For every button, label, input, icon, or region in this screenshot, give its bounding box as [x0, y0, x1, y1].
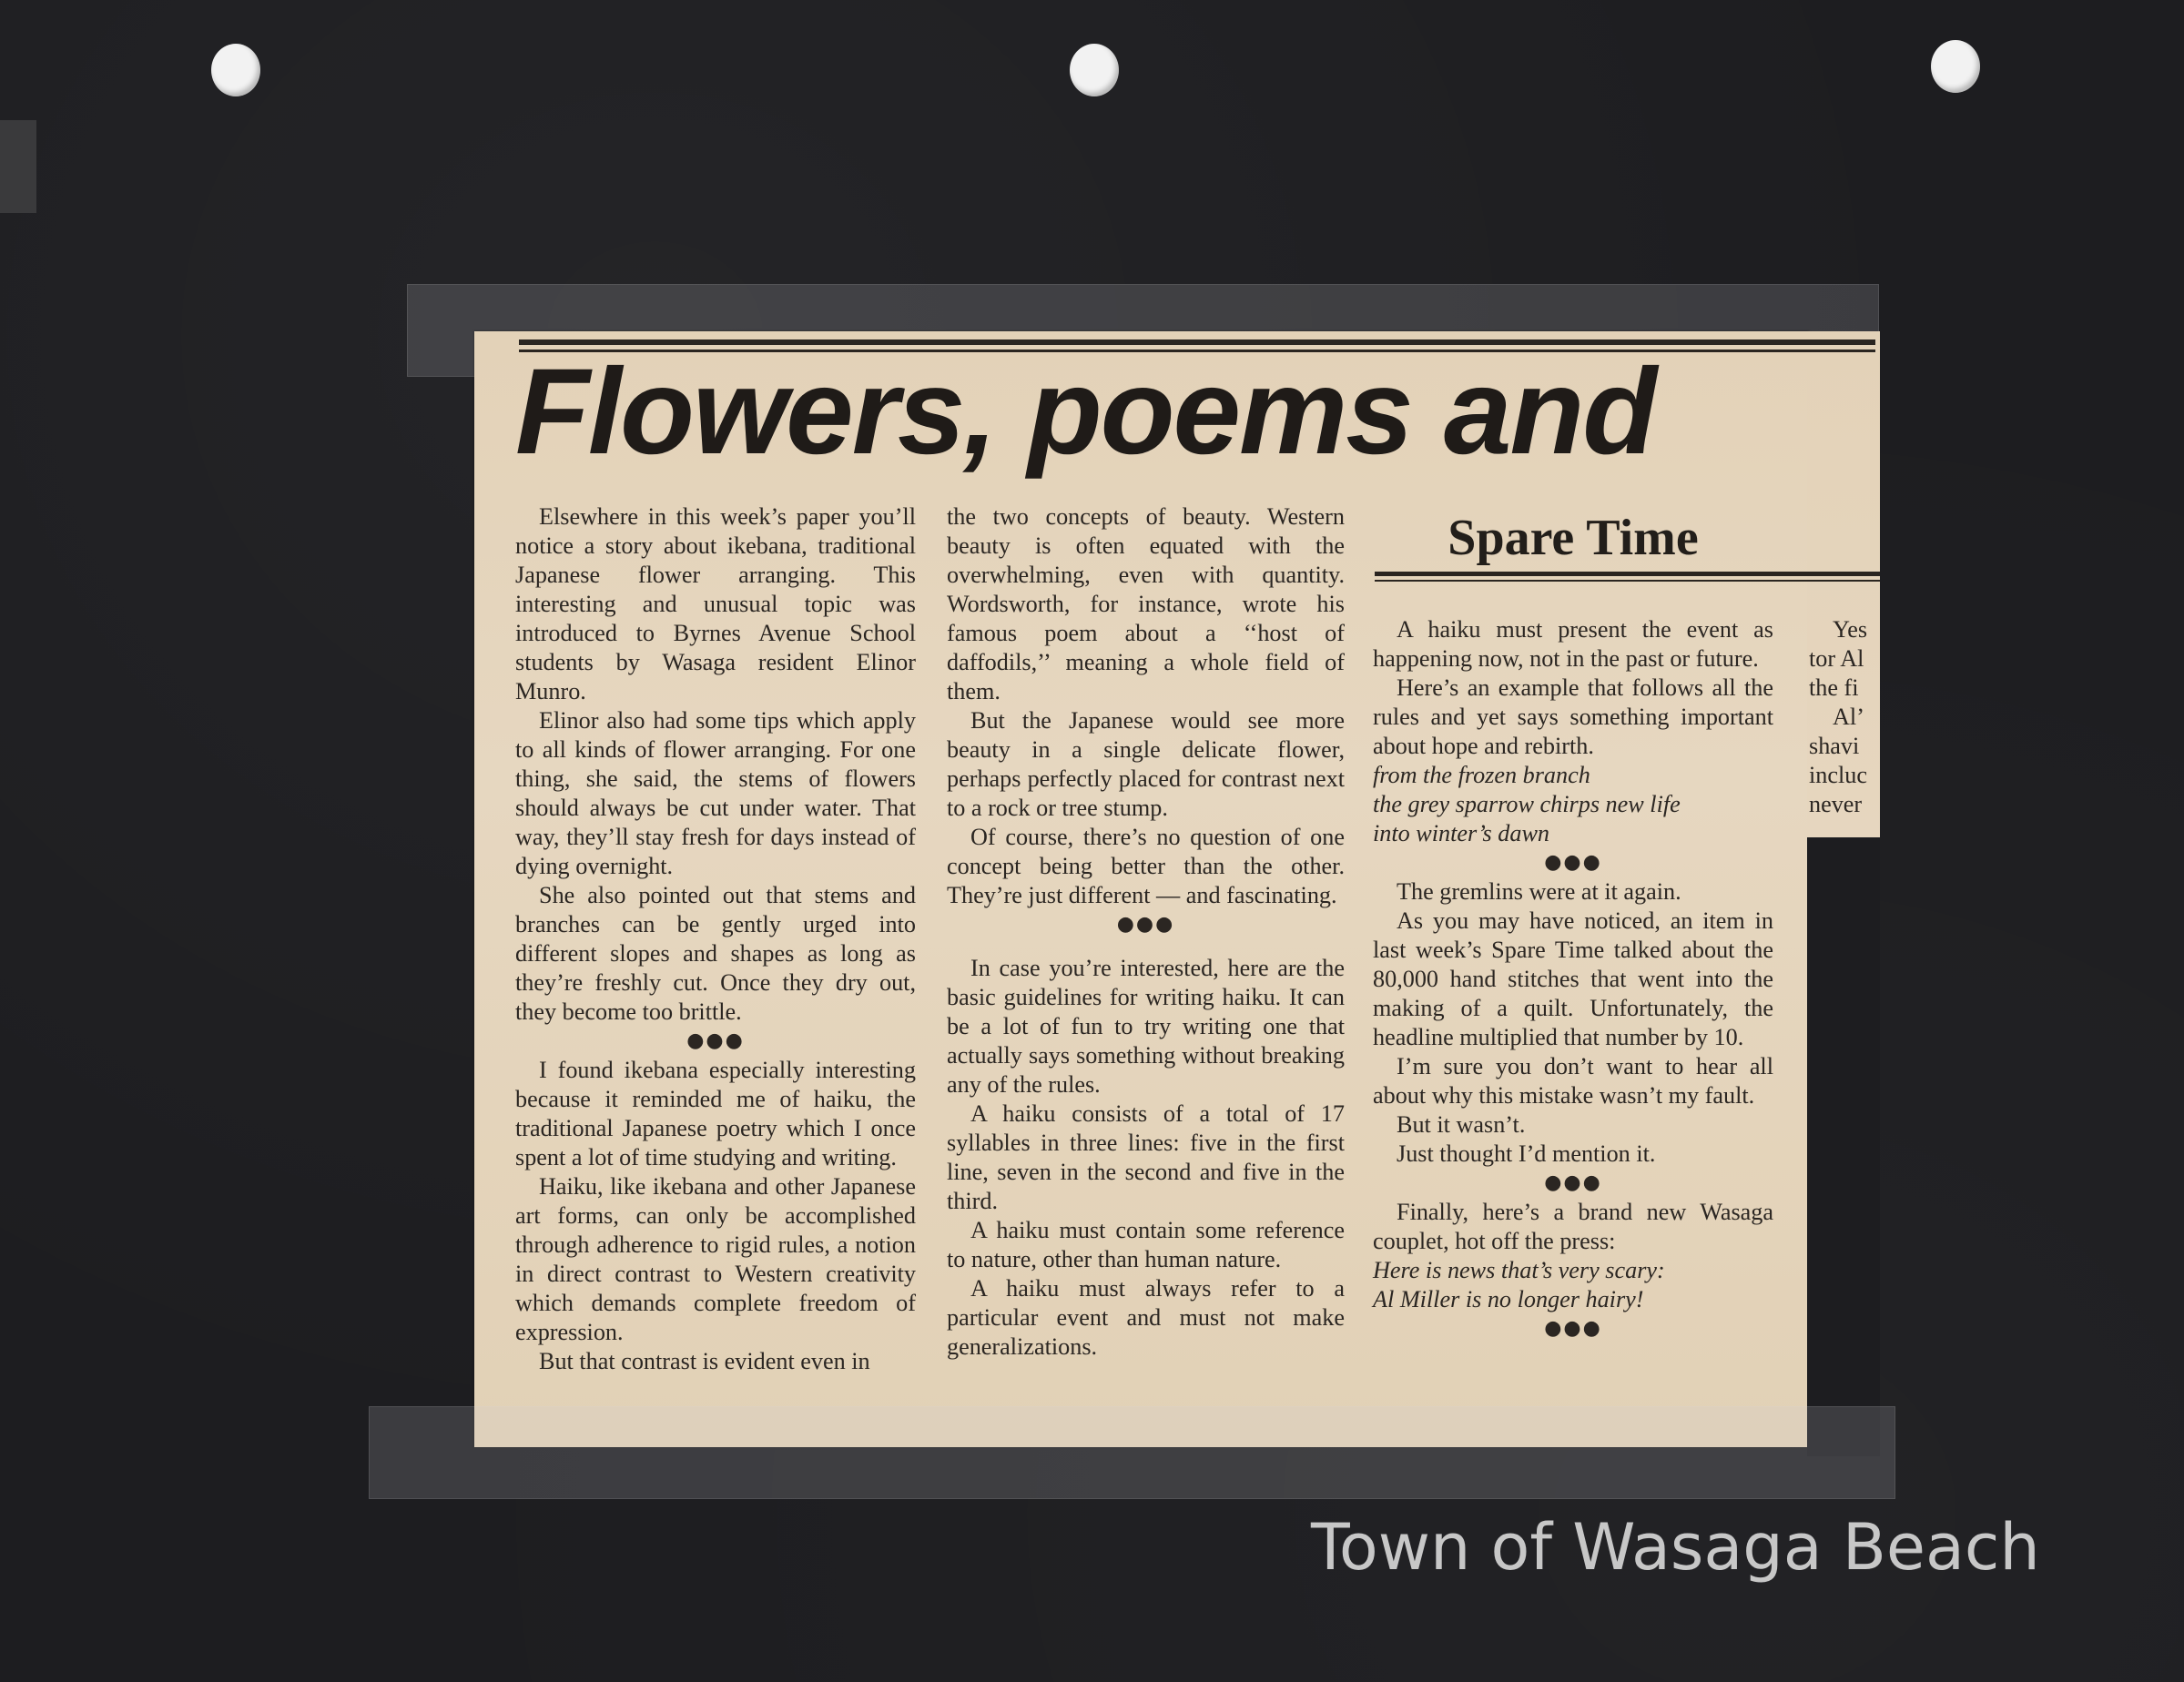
tape-bottom [369, 1406, 1895, 1499]
page-tab [0, 120, 36, 213]
headline: Flowers, poems and [515, 344, 1656, 480]
paragraph: A haiku must always refer to a particular event and must not make generalizations. [947, 1275, 1345, 1360]
section-separator: ●●● [686, 1029, 745, 1052]
paragraph: But that contrast is evident even in [539, 1348, 870, 1374]
paragraph: But it wasn’t. [1397, 1111, 1526, 1138]
column-title: Spare Time [1448, 510, 1699, 566]
section-separator: ●●● [1544, 851, 1602, 874]
paragraph: I’m sure you don’t want to hear all about why this mistake wasn’t my fault. [1373, 1053, 1773, 1109]
fragment-line: tor Al [1809, 645, 1864, 672]
couplet-line: Here is news that’s very scary: [1373, 1257, 1665, 1283]
paragraph: A haiku consists of a total of 17 syllables in three lines: five in the first line, seven in the second and five in the third. [947, 1100, 1345, 1214]
article-column-3 [1373, 615, 1773, 1343]
section-separator: ●●● [1544, 1317, 1602, 1340]
paragraph: But the Japanese would see more beauty in a single delicate flower, perhaps perfectly placed for contrast next to a rock or tree stump. [947, 707, 1345, 821]
paragraph: A haiku must present the event as happening now, not in the past or future. [1373, 616, 1773, 672]
section-separator: ●●● [1116, 913, 1175, 936]
paragraph: Finally, here’s a brand new Wasaga couplet, hot off the press: [1373, 1199, 1773, 1254]
article-column-1 [515, 502, 916, 1376]
punch-hole-center [1070, 44, 1119, 96]
paragraph: I found ikebana especially interesting because it reminded me of haiku, the traditional Japanese poetry which I once spent a lot of time studying and writing. [515, 1057, 916, 1170]
punch-hole-left [211, 44, 260, 96]
column-title-rule [1375, 572, 1880, 576]
paragraph: She also pointed out that stems and branches can be gently urged into different slopes and shapes as long as they’re freshly cut. Once they dry out, they become too brittle. [515, 882, 916, 1025]
haiku-line: from the frozen branch [1373, 762, 1590, 788]
punch-hole-right [1931, 40, 1980, 93]
fragment-line: Yes [1833, 616, 1868, 643]
section-separator: ●●● [1544, 1171, 1602, 1194]
paragraph: Here’s an example that follows all the rules and yet says something important about hope and rebirth. [1373, 674, 1773, 759]
fragment-line: Al’ [1833, 704, 1864, 730]
fragment-line: shavi [1809, 733, 1860, 759]
haiku-line: into winter’s dawn [1373, 820, 1550, 846]
paragraph: In case you’re interested, here are the basic guidelines for writing haiku. It can be a lot of fun to try writing one that actually says something without breaking any of the rules. [947, 955, 1345, 1098]
paragraph: Haiku, like ikebana and other Japanese art forms, can only be accomplished through adherence to rigid rules, a notion in direct contrast to Western creativity which demands complete freedom of expression. [515, 1173, 916, 1345]
article-column-2 [947, 502, 1345, 1362]
fragment-line: never [1809, 791, 1863, 817]
paragraph: A haiku must contain some reference to nature, other than human nature. [947, 1217, 1345, 1272]
paragraph: Elinor also had some tips which apply to all kinds of flower arranging. For one thing, she said, the stems of flowers should always be cut under water. That way, they’ll stay fresh for days instead of dying overnight. [515, 707, 916, 879]
paragraph: the two concepts of beauty. Western beauty is often equated with the overwhelming, even with quantity. Wordsworth, for instance, wrote his famous poem about a ‘‘host of daffodils,’’ meaning a whole field of them. [947, 503, 1345, 704]
paragraph: As you may have noticed, an item in last week’s Spare Time talked about the 80,000 hand stitches that went into the making of a quilt. Unfortunately, the headline multiplied that number by 10. [1373, 907, 1773, 1050]
column-title-rule-thin [1375, 580, 1880, 582]
article-column-4-fragment [1809, 615, 1880, 819]
clipping-cut-edge [1807, 837, 1880, 1456]
paragraph: The gremlins were at it again. [1397, 878, 1681, 905]
watermark: Town of Wasaga Beach [1311, 1510, 2040, 1585]
fragment-line: incluc [1809, 762, 1867, 788]
couplet-line: Al Miller is no longer hairy! [1373, 1286, 1644, 1312]
haiku-line: the grey sparrow chirps new life [1373, 791, 1681, 817]
paragraph: Elsewhere in this week’s paper you’ll notice a story about ikebana, traditional Japanese flower arranging. This interesting and unusual topic was introduced to Byrnes Avenue School students by Wasaga resident Elinor Munro. [515, 503, 916, 704]
paragraph: Of course, there’s no question of one concept being better than the other. They’re just different — and fascinating. [947, 824, 1345, 908]
paragraph: Just thought I’d mention it. [1397, 1140, 1656, 1167]
fragment-line: the fi [1809, 674, 1859, 701]
